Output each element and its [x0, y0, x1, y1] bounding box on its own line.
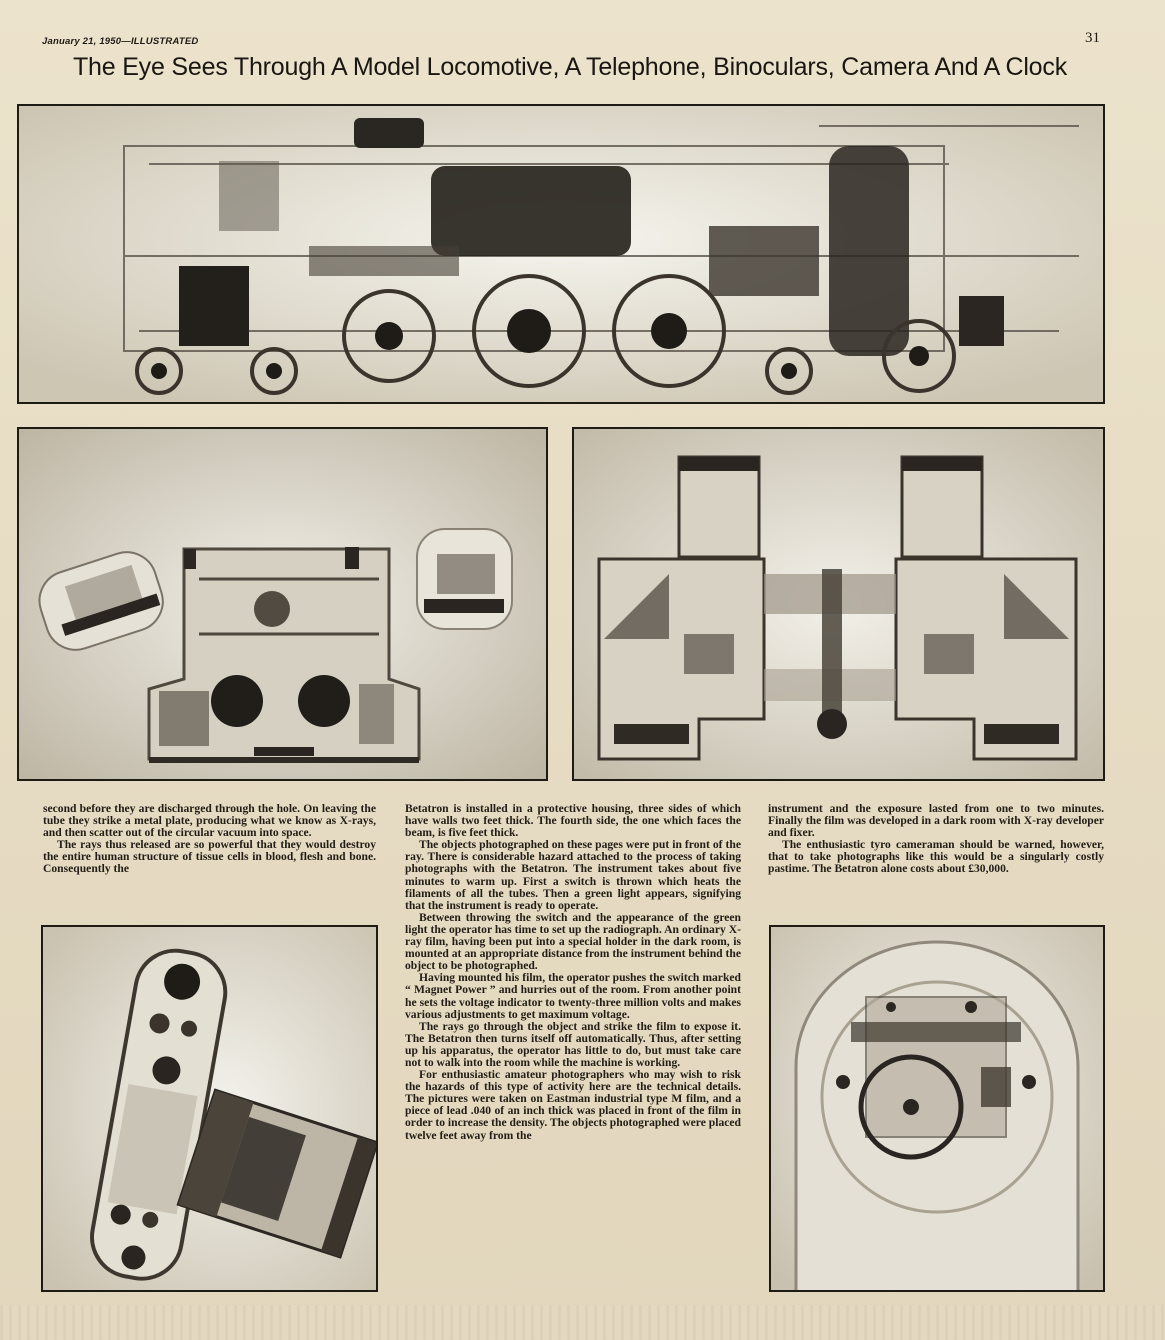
locomotive-xray-photo: [17, 104, 1105, 404]
binoculars-xray-photo: [572, 427, 1105, 781]
paragraph: instrument and the exposure lasted from one to two minutes. Finally the film was developed in a dark room with X-ray developer and fixer.: [768, 802, 1104, 840]
article-column-1: [43, 803, 376, 876]
paragraph: For enthusiastic amateur photographers who may wish to risk the hazards of this type of activity here are the technical details. The pictures were taken on Eastman industrial type M film, and a piece of lead .040 of an inch thick was placed in front of the film in order to increase the density. The objects photographed were placed twelve feet away from the: [405, 1068, 741, 1142]
paragraph: The enthusiastic tyro cameraman should be warned, however, that to take photographs like this would be a singularly costly pastime. The Betatron alone costs about £30,000.: [768, 838, 1104, 876]
paragraph: The rays go through the object and strike the film to expose it. The Betatron then turns itself off automatically. Thus, after setting up his apparatus, the operator has little to do, but must take care not to walk into the room while the machine is working.: [405, 1019, 741, 1069]
telephone-xray-photo: [17, 427, 548, 781]
page-number: 31: [1085, 30, 1100, 46]
dateline: January 21, 1950—ILLUSTRATED: [42, 36, 199, 47]
article-column-2: [405, 803, 741, 1142]
clock-xray-photo: [769, 925, 1105, 1292]
paragraph: Betatron is installed in a protective housing, three sides of which have walls two feet thick. The fourth side, the one which faces the beam, is five feet thick.: [405, 802, 741, 840]
headline: The Eye Sees Through A Model Locomotive, A Telephone, Binoculars, Camera And A Clock: [72, 53, 1067, 81]
paragraph: second before they are discharged through the hole. On leaving the tube they strike a metal plate, producing what we know as X-rays, and then scatter out of the circular vacuum into space.: [43, 802, 376, 840]
paragraph: Having mounted his film, the operator pushes the switch marked “ Magnet Power ” and hurries out of the room. From another point he sets the voltage indicator to twenty-three million volts and makes various adjustments to get maximum voltage.: [405, 971, 741, 1021]
page-edge: [0, 1305, 1165, 1340]
paragraph: The objects photographed on these pages were put in front of the ray. There is considerable hazard attached to the process of taking photographs with the Betatron. The instrument takes about five minutes to warm up. First a switch is thrown which heats the filaments of all the tubes. Then a green light appears, signifying that the instrument is ready to operate.: [405, 838, 741, 912]
paragraph: The rays thus released are so powerful that they would destroy the entire human structure of tissue cells in blood, flesh and bone. Consequently the: [43, 838, 376, 876]
article-column-3: [768, 803, 1104, 876]
paragraph: Between throwing the switch and the appearance of the green light the operator has time to set up the radiograph. An ordinary X-ray film, having been put into a special holder in the dark room, is mounted at an appropriate distance from the instrument behind the object to be photographed.: [405, 910, 741, 973]
camera-xray-photo: [41, 925, 378, 1292]
